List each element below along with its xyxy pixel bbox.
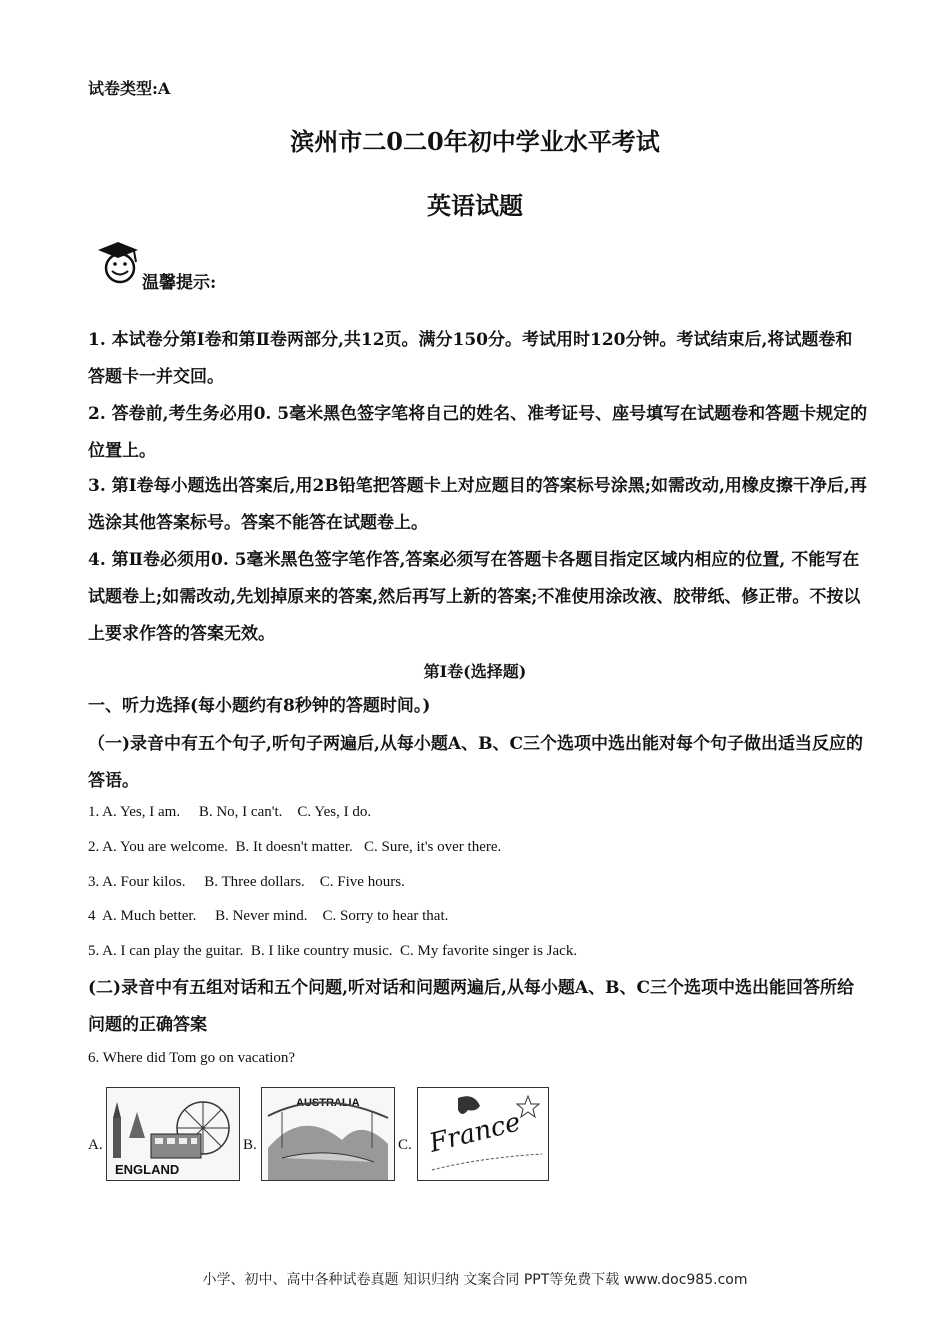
- france-picture: [417, 1087, 549, 1181]
- section-title: 第I卷(选择题): [423, 662, 527, 681]
- footer: 小学、初中、高中各种试卷真题 知识归纳 文案合同 PPT等免费下载 www.doc985.com: [202, 1272, 748, 1288]
- question-3: 3. A. Four kilos. B. Three dollars. C. Five hours.: [88, 874, 405, 890]
- australia-picture: [261, 1087, 395, 1181]
- england-picture-text: ENGLAND: [115, 1162, 180, 1177]
- part-heading: 一、听力选择(每小题约有8秒钟的答题时间。): [88, 696, 431, 716]
- australia-picture-text: AUSTRALIA: [296, 1097, 360, 1109]
- paper-type: 试卷类型:A: [88, 79, 171, 98]
- exam-title: 滨州市二0二0年初中学业水平考试: [290, 127, 660, 156]
- tip-item-3: 3. 第Ⅰ卷每小题选出答案后,用2B铅笔把答题卡上对应题目的答案标号涂黑;如需改动,用橡皮擦干净后,再选涂其他答案标号。答案不能答在试题卷上。: [88, 476, 867, 533]
- question-5: 5. A. I can play the guitar. B. I like country music. C. My favorite singer is Jack.: [88, 943, 578, 959]
- tip-item-4: 4. 第Ⅱ卷必须用0. 5毫米黑色签字笔作答,答案必须写在答题卡各题目指定区域内相应的位置, 不能写在试题卷上;如需改动,先划掉原来的答案,然后再写上新的答案;不准使用涂改液、胶带纸、修正带。不按以上要求作答的答案无效。: [88, 550, 861, 644]
- smiley-graduate-icon: [94, 240, 142, 286]
- sub-instructions-2: (二)录音中有五组对话和五个问题,听对话和问题两遍后,从每小题A、B、C三个选项中选出能回答所给问题的正确答案: [88, 978, 855, 1035]
- england-picture: [106, 1087, 240, 1181]
- question-6: 6. Where did Tom go on vacation?: [88, 1050, 296, 1066]
- tips-label: 温馨提示:: [142, 273, 217, 293]
- france-picture-text: France: [426, 1107, 524, 1159]
- tip-item-2: 2. 答卷前,考生务必用0. 5毫米黑色签字笔将自己的姓名、准考证号、座号填写在试题卷和答题卡规定的位置上。: [88, 404, 868, 461]
- option-a-label: A.: [88, 1137, 103, 1153]
- tip-item-1: 1. 本试卷分第Ⅰ卷和第Ⅱ卷两部分,共12页。满分150分。考试用时120分钟。考试结束后,将试题卷和答题卡一并交回。: [88, 330, 853, 387]
- sub-instructions-1: （一)录音中有五个句子,听句子两遍后,从每小题A、B、C三个选项中选出能对每个句子做出适当反应的答语。: [88, 734, 863, 791]
- question-1: 1. A. Yes, I am. B. No, I can't. C. Yes, I do.: [88, 804, 372, 820]
- option-b-label: B.: [243, 1137, 257, 1153]
- exam-subtitle: 英语试题: [427, 191, 523, 220]
- question-4: 4 A. Much better. B. Never mind. C. Sorry to hear that.: [88, 908, 449, 924]
- question-2: 2. A. You are welcome. B. It doesn't matter. C. Sure, it's over there.: [88, 839, 502, 855]
- option-c-label: C.: [398, 1137, 412, 1153]
